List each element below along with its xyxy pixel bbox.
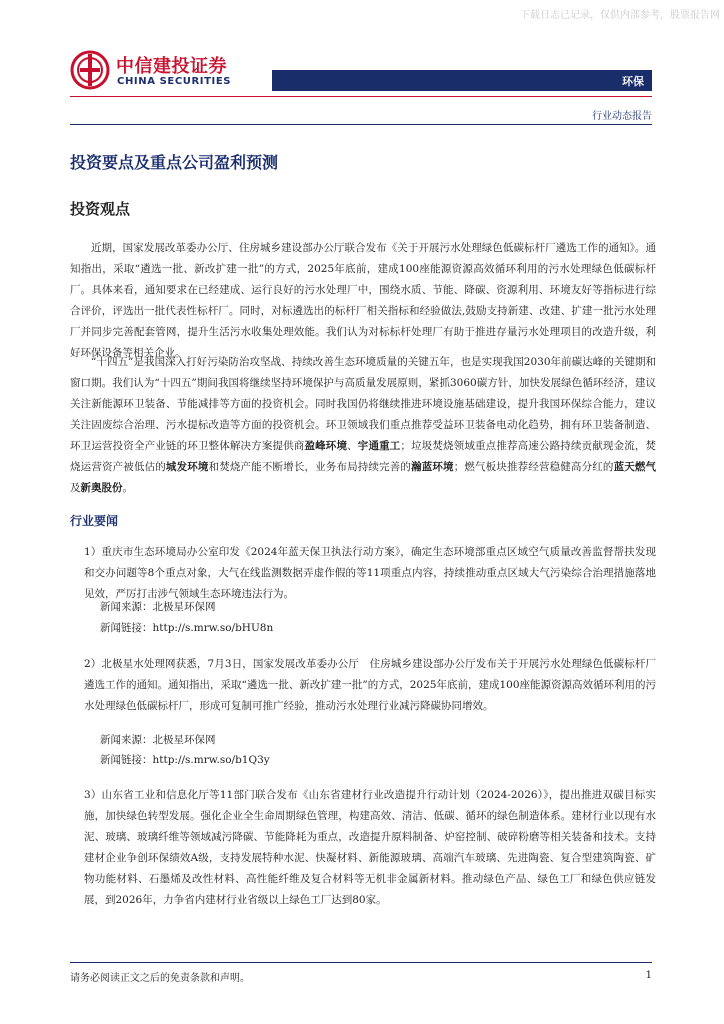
news-source-1 <box>100 597 216 618</box>
paragraph-2-mid-text: 和焚烧产能不断增长，业务布局持续完善的 <box>208 461 412 473</box>
link-url[interactable]: http://s.mrw.so/bHU8n <box>152 622 274 634</box>
source-label: 新闻来源： <box>100 601 153 613</box>
news-item-1: 1）重庆市生态环境局办公室印发《2024年蓝天保卫执法行动方案》，确定生态环境部重点区域空气质量改善监督帮扶发现和交办问题等8个重点对象，大气在线监测数据弄虚作假的等11项重点内容，持续推动重点区域大气污染综合治理措施落地见效，严厉打击涉气领域生态环境违法行为。 <box>84 546 656 600</box>
stock-xinao: 新奥股份 <box>80 482 123 494</box>
stock-yingfeng: 盈峰环境 <box>304 440 348 452</box>
separator: 及 <box>70 482 81 494</box>
link-label: 新闻链接： <box>100 622 153 634</box>
stock-chengfa: 城发环境 <box>165 461 209 473</box>
header-bottom-divider <box>70 124 652 125</box>
source-label: 新闻来源： <box>100 734 153 746</box>
investment-paragraph-1: 近期，国家发展改革委办公厅、住房城乡建设部办公厅联合发布《关于开展污水处理绿色低碳标杆厂遴选工作的通知》。通知指出，采取“遴选一批、新改扩建一批”的方式，2025年底前，建成100座能源资源高效循环利用的污水处理绿色低碳标杆厂。具体来看，通知要求在已经建成、运行良好的污水处理厂中，围绕水质、节能、降碳、资源利用、环境友好等指标进行综合评价，评选出一批代表性标杆厂。同时，对标遴选出的标杆厂相关指标和经验做法,鼓励支持新建、改建、扩建一批污水处理厂并同步完善配套管网，提升生活污水收集处理效能。我们认为对标标杆处理厂有助于推进存量污水处理项目的改造升级，利好环保设备等相关企业。 <box>70 242 656 359</box>
source-value: 北极星环保网 <box>152 601 216 613</box>
news-link-1[interactable] <box>100 618 273 639</box>
section-title: 投资要点及重点公司盈利预测 <box>70 153 279 172</box>
logo-english-name: CHINA SECURITIES <box>117 76 232 87</box>
page-number: 1 <box>645 970 652 981</box>
paragraph-2-gas-text: ；燃气板块推荐经营稳健高分红的 <box>453 461 614 473</box>
link-url[interactable]: http://s.mrw.so/b1Q3y <box>152 754 270 766</box>
stock-hanlan: 瀚蓝环境 <box>411 461 454 473</box>
sector-banner <box>272 70 652 91</box>
paragraph-end: 。 <box>122 482 133 494</box>
header-divider <box>70 96 652 97</box>
stock-lantian: 蓝天燃气 <box>613 461 657 473</box>
paragraph-2-waste-text: ；垃圾焚烧领域重点推荐高速公路持续贡献现金流，焚烧运营资产被低估的 <box>70 440 657 473</box>
paragraph-2-intro: “十四五”是我国深入打好污染防治攻坚战、持续改善生态环境质量的关键五年，也是实现我国2030年前碳达峰的关键期和窗口期。我们认为“十四五”期间我国将继续坚持环境保护与高质量发展原则，紧抓3060碳方针，加快发展绿色循环经济，建议关注新能源环卫装备、节能减排等方面的投资机会。同时我国仍将继续推进环境设施基础建设，提升我国环保综合能力，建议关注固废综合治理、污水提标改造等方面的投资机会。环卫领域我们重点推荐受益环卫装备电动化趋势，拥有环卫装备制造、环卫运营投资全产业链的环卫整体解决方案提供商 <box>70 356 656 452</box>
news-item-2: 2）北极星水处理网获悉，7月3日，国家发展改革委办公厅 住房城乡建设部办公厅发布关于开展污水处理绿色低碳标杆厂遴选工作的通知。通知指出，采取“遴选一批、新改扩建一批”的方式，2025年底前，建成100座能源资源高效循环利用的污水处理绿色低碳标杆厂，形成可复制可推广经验，推动污水处理行业减污降碳协同增效。 <box>84 658 656 712</box>
news-source-2 <box>100 730 216 751</box>
footer-divider <box>70 962 652 963</box>
report-type-label: 行业动态报告 <box>592 111 652 122</box>
china-securities-logo-icon <box>70 50 110 90</box>
brand-logo <box>70 48 230 94</box>
investment-paragraph-2 <box>70 352 656 499</box>
link-label: 新闻链接： <box>100 754 153 766</box>
stock-yutong: 宇通重工 <box>357 440 401 452</box>
disclaimer-text: 请务必阅读正文之后的免责条款和声明。 <box>70 973 250 984</box>
investment-view-heading: 投资观点 <box>70 200 131 218</box>
industry-news-heading: 行业要闻 <box>70 514 119 528</box>
news-item-3: 3）山东省工业和信息化厅等11部门联合发布《山东省建材行业改造提升行动计划（2024-2026）》，提出推进双碳目标实施，加快绿色转型发展。强化企业全生命周期绿色管理，构建高效、清洁、低碳、循环的绿色制造体系。建材行业以现有水泥、玻璃、玻璃纤维等领域减污降碳、节能降耗为重点，改造提升原料制备、炉窑控制、破碎粉磨等相关装备和技术。支持建材企业争创环保绩效A级，支持发展特种水泥、快凝材料、新能源玻璃、高端汽车玻璃、先进陶瓷、复合型建筑陶瓷、矿物功能材料、石墨烯及改性材料、高性能纤维及复合材料等无机非金属新材料。推动绿色产品、绿色工厂和绿色供应链发展，到2026年，力争省内建材行业省级以上绿色工厂达到80家。 <box>84 789 656 906</box>
source-value: 北极星环保网 <box>152 734 216 746</box>
sector-label: 环保 <box>622 75 644 88</box>
news-link-2[interactable] <box>100 750 270 771</box>
watermark-text: 下载日志已记录，仅供内部参考，股票报告网 <box>520 10 720 21</box>
logo-chinese-name: 中信建投证券 <box>116 56 227 77</box>
separator: 、 <box>347 440 358 452</box>
